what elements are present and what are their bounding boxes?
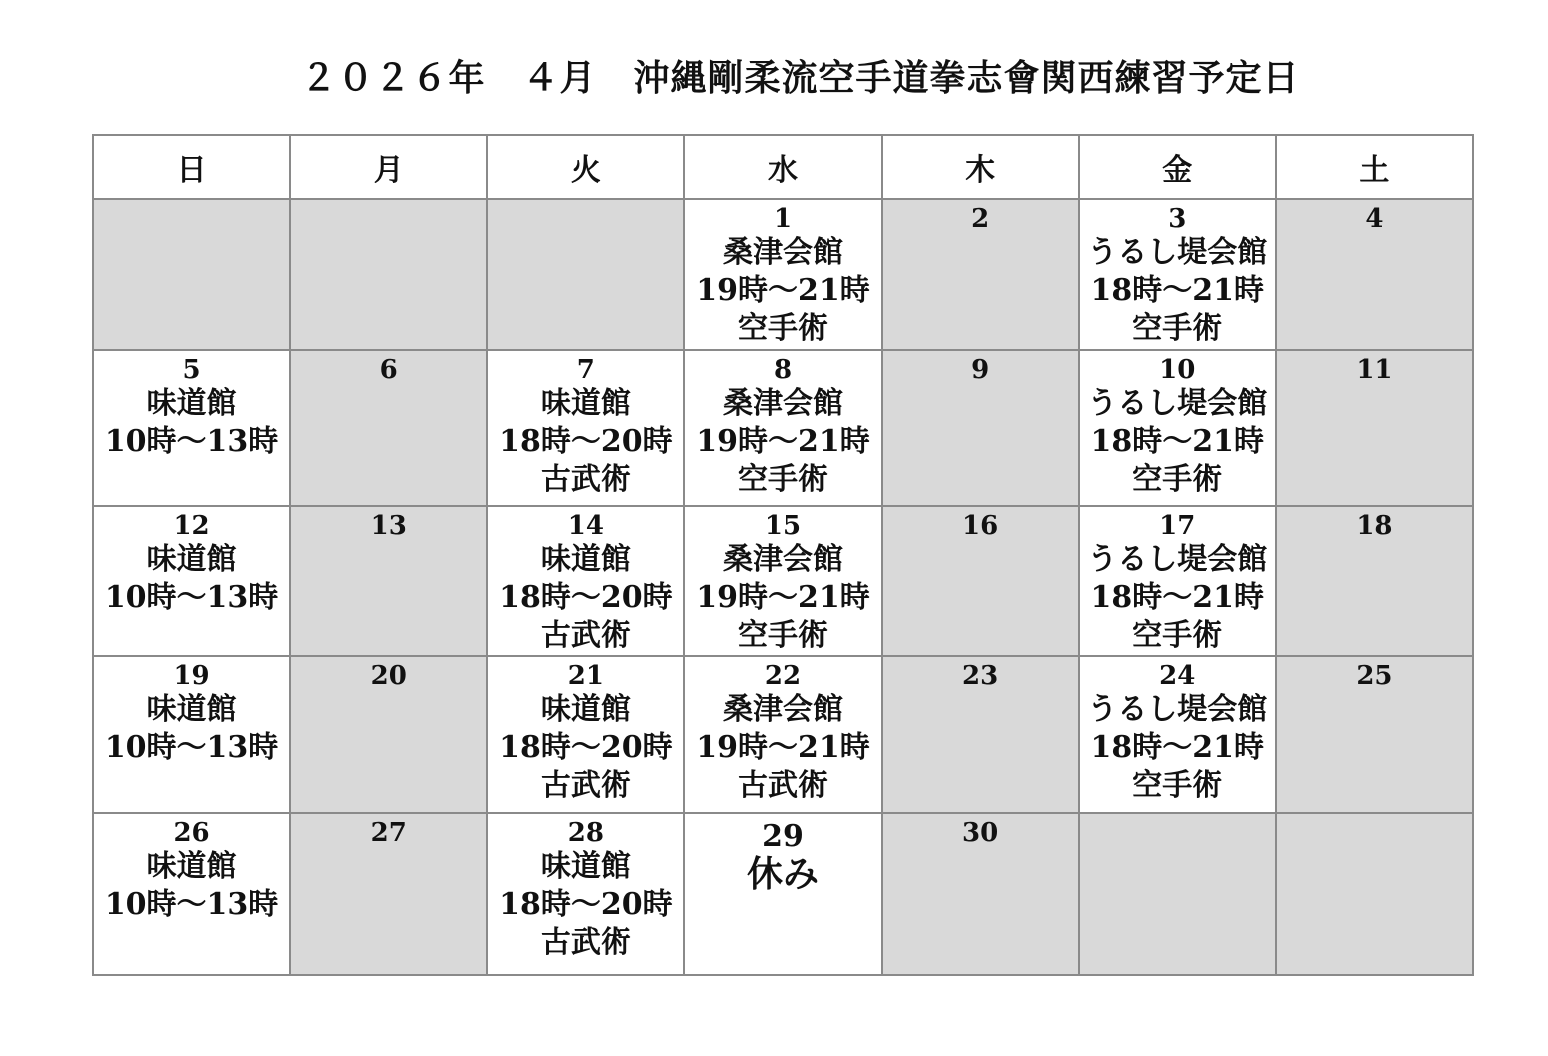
day-number: 7 [576, 355, 595, 385]
time: 19時～21時 [696, 580, 870, 615]
time: 18時～21時 [1090, 424, 1265, 459]
activity: 古武術 [540, 618, 631, 653]
activity: 空手術 [1132, 462, 1223, 497]
time: 10時～13時 [104, 424, 279, 459]
venue: 桑津会館 [722, 235, 843, 270]
day-cell [1079, 350, 1276, 506]
page-title: ２０２６年 ４月 沖縄剛柔流空手道拳志會関西練習予定日 [300, 57, 1300, 99]
week-row-2 [93, 350, 1473, 506]
week-row-4 [93, 656, 1473, 813]
activity: 古武術 [540, 768, 631, 803]
day-cell [1079, 506, 1276, 656]
activity: 空手術 [1132, 768, 1223, 803]
calendar-table [92, 134, 1474, 976]
venue: 味道館 [540, 692, 631, 727]
day-cell [1276, 813, 1473, 975]
day-number: 1 [773, 204, 793, 234]
day-cell [290, 506, 487, 656]
day-number: 17 [1159, 511, 1196, 541]
activity: 古武術 [737, 768, 828, 803]
activity: 空手術 [737, 618, 828, 653]
day-cell [93, 656, 290, 813]
day-cell [487, 199, 684, 350]
time: 10時～13時 [104, 580, 279, 615]
day-cell [684, 656, 881, 813]
day-number: 9 [971, 355, 990, 385]
day-number: 18 [1356, 511, 1393, 541]
day-cell [882, 199, 1079, 350]
day-number: 10 [1159, 355, 1196, 385]
day-cell [487, 813, 684, 975]
activity: 空手術 [1132, 311, 1223, 346]
day-number: 15 [764, 511, 802, 541]
weekday-thu: 木 [882, 135, 1079, 199]
day-number: 28 [567, 818, 604, 848]
day-cell [1079, 199, 1276, 350]
day-cell [93, 199, 290, 350]
day-cell [684, 199, 881, 350]
day-cell [93, 506, 290, 656]
day-cell [1079, 656, 1276, 813]
day-cell [93, 813, 290, 975]
venue: 桑津会館 [722, 692, 843, 727]
day-number: 19 [173, 661, 210, 691]
day-cell [487, 350, 684, 506]
weekday-wed: 水 [684, 135, 881, 199]
day-cell [93, 350, 290, 506]
time: 10時～13時 [104, 887, 279, 922]
day-cell [882, 656, 1079, 813]
time: 19時～21時 [696, 424, 870, 459]
venue: 味道館 [146, 692, 237, 727]
day-cell [1276, 656, 1473, 813]
day-cell [882, 506, 1079, 656]
venue: うるし堤会館 [1087, 235, 1268, 270]
day-number: 22 [764, 661, 802, 691]
activity: 空手術 [1132, 618, 1223, 653]
venue: 味道館 [146, 386, 237, 421]
day-cell [487, 656, 684, 813]
time: 18時～20時 [499, 424, 673, 459]
venue: 味道館 [146, 542, 237, 577]
day-number: 5 [182, 355, 201, 385]
weekday-fri: 金 [1079, 135, 1276, 199]
day-cell [684, 350, 881, 506]
time: 10時～13時 [104, 730, 279, 765]
day-cell [1276, 199, 1473, 350]
venue: うるし堤会館 [1087, 542, 1268, 577]
activity: 古武術 [540, 462, 631, 497]
weekday-sat: 土 [1276, 135, 1473, 199]
time: 18時～20時 [499, 887, 673, 922]
day-number: 21 [567, 661, 604, 691]
day-number: 20 [370, 661, 407, 691]
day-number: 12 [173, 511, 210, 541]
weekday-header-row [93, 135, 1473, 199]
day-number: 27 [370, 818, 407, 848]
time: 19時～21時 [696, 273, 870, 308]
day-cell [882, 813, 1079, 975]
day-number: 8 [773, 355, 793, 385]
week-row-1 [93, 199, 1473, 350]
activity: 古武術 [540, 925, 631, 960]
day-cell [1276, 506, 1473, 656]
day-cell [1079, 813, 1276, 975]
venue: うるし堤会館 [1087, 692, 1268, 727]
day-cell [290, 350, 487, 506]
day-cell [684, 506, 881, 656]
day-cell [290, 199, 487, 350]
week-row-3 [93, 506, 1473, 656]
venue: うるし堤会館 [1087, 386, 1268, 421]
day-number: 23 [962, 661, 999, 691]
time: 19時～21時 [696, 730, 870, 765]
day-cell [1276, 350, 1473, 506]
day-cell [290, 656, 487, 813]
week-row-5 [93, 813, 1473, 975]
day-number: 16 [962, 511, 999, 541]
activity: 空手術 [737, 311, 828, 346]
activity: 空手術 [737, 462, 828, 497]
day-number: 25 [1356, 661, 1393, 691]
day-number: 24 [1159, 661, 1196, 691]
time: 18時～21時 [1090, 730, 1265, 765]
holiday-note: 休み [746, 853, 819, 895]
day-number: 3 [1168, 204, 1187, 234]
day-cell [684, 813, 881, 975]
day-number: 6 [379, 355, 398, 385]
time: 18時～21時 [1090, 273, 1265, 308]
day-number: 14 [567, 511, 604, 541]
day-number: 2 [971, 204, 990, 234]
day-cell [487, 506, 684, 656]
day-number: 11 [1356, 355, 1393, 385]
weekday-mon: 月 [290, 135, 487, 199]
day-number: 30 [962, 818, 999, 848]
venue: 味道館 [540, 542, 631, 577]
time: 18時～20時 [499, 730, 673, 765]
venue: 味道館 [540, 849, 631, 884]
day-number: 4 [1365, 204, 1384, 234]
time: 18時～21時 [1090, 580, 1265, 615]
day-number: 13 [370, 511, 407, 541]
venue: 味道館 [540, 386, 631, 421]
venue: 桑津会館 [722, 542, 843, 577]
day-cell [290, 813, 487, 975]
time: 18時～20時 [499, 580, 673, 615]
weekday-sun: 日 [93, 135, 290, 199]
venue: 桑津会館 [722, 386, 843, 421]
day-number: 26 [173, 818, 210, 848]
venue: 味道館 [146, 849, 237, 884]
day-cell [882, 350, 1079, 506]
weekday-tue: 火 [487, 135, 684, 199]
day-number: 29 [762, 819, 804, 854]
